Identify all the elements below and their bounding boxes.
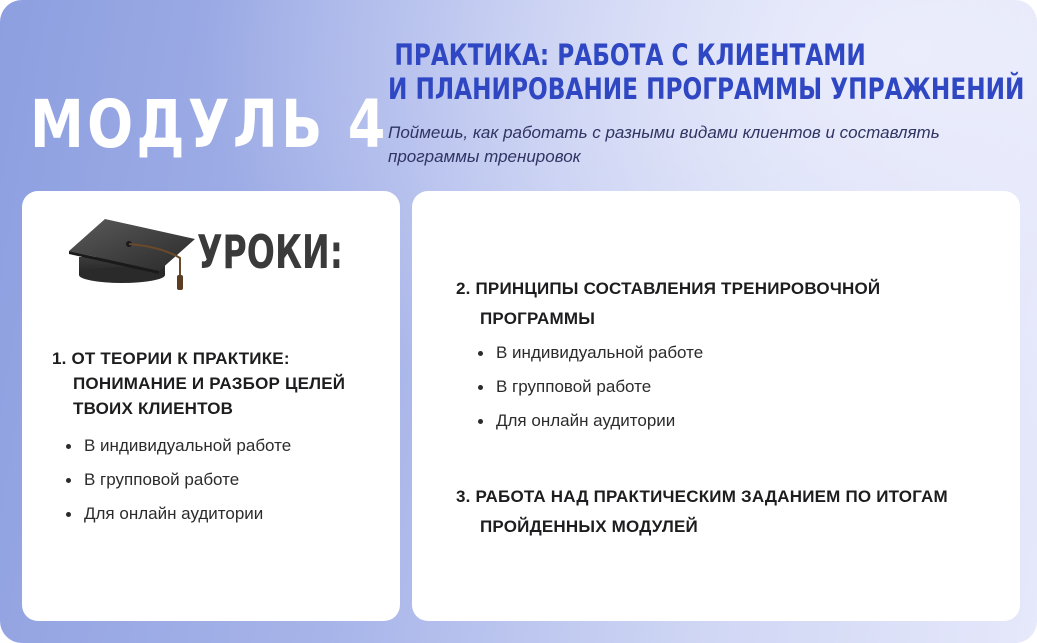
list-item-text: В индивидуальной работе [84, 436, 292, 455]
list-item [478, 404, 703, 438]
list-item-text: Для онлайн аудитории [496, 411, 676, 430]
lessons-card-right [412, 191, 1020, 621]
bullet-dot-icon [478, 419, 483, 424]
list-item [66, 429, 291, 463]
module-topic-line-1: ПРАКТИКА: РАБОТА С КЛИЕНТАМИ [394, 38, 866, 72]
module-subtitle: Поймешь, как работать с разными видами клиентов и составлять программы тренировок [388, 123, 940, 166]
lesson-2-title-line: ПРОГРАММЫ [480, 309, 596, 328]
lesson-1-title [52, 346, 345, 421]
lesson-2-bullets [478, 336, 703, 438]
lesson-3-title [456, 482, 948, 542]
lesson-3-title-line: 3. РАБОТА НАД ПРАКТИЧЕСКИМ ЗАДАНИЕМ ПО ИТОГАМ [456, 487, 948, 506]
list-item-text: Для онлайн аудитории [84, 504, 264, 523]
list-item-text: В групповой работе [84, 470, 240, 489]
lessons-label: УРОКИ: [197, 225, 344, 279]
list-item-text: В групповой работе [496, 377, 652, 396]
list-item [478, 336, 703, 370]
module-topic [388, 38, 1024, 106]
lesson-1-bullets [66, 429, 291, 531]
list-item [478, 370, 703, 404]
lesson-3-title-line: ПРОЙДЕННЫХ МОДУЛЕЙ [480, 517, 698, 536]
bullet-dot-icon [66, 478, 71, 483]
list-item [66, 497, 291, 531]
list-item [66, 463, 291, 497]
module-title: МОДУЛЬ 4 [30, 86, 389, 163]
list-item-text: В индивидуальной работе [496, 343, 704, 362]
graduation-cap-icon [67, 217, 197, 297]
lesson-1-title-line: ТВОИХ КЛИЕНТОВ [73, 399, 234, 418]
bullet-dot-icon [66, 512, 71, 517]
bullet-dot-icon [478, 351, 483, 356]
bullet-dot-icon [66, 444, 71, 449]
lessons-card-left [22, 191, 400, 621]
lesson-2-title-line: 2. ПРИНЦИПЫ СОСТАВЛЕНИЯ ТРЕНИРОВОЧНОЙ [456, 279, 881, 298]
lesson-1-title-line: 1. ОТ ТЕОРИИ К ПРАКТИКЕ: [52, 349, 290, 368]
module-topic-line-2: И ПЛАНИРОВАНИЕ ПРОГРАММЫ УПРАЖНЕНИЙ [388, 72, 1025, 106]
bullet-dot-icon [478, 385, 483, 390]
lesson-1-title-line: ПОНИМАНИЕ И РАЗБОР ЦЕЛЕЙ [73, 374, 346, 393]
lesson-2-title [456, 274, 880, 334]
